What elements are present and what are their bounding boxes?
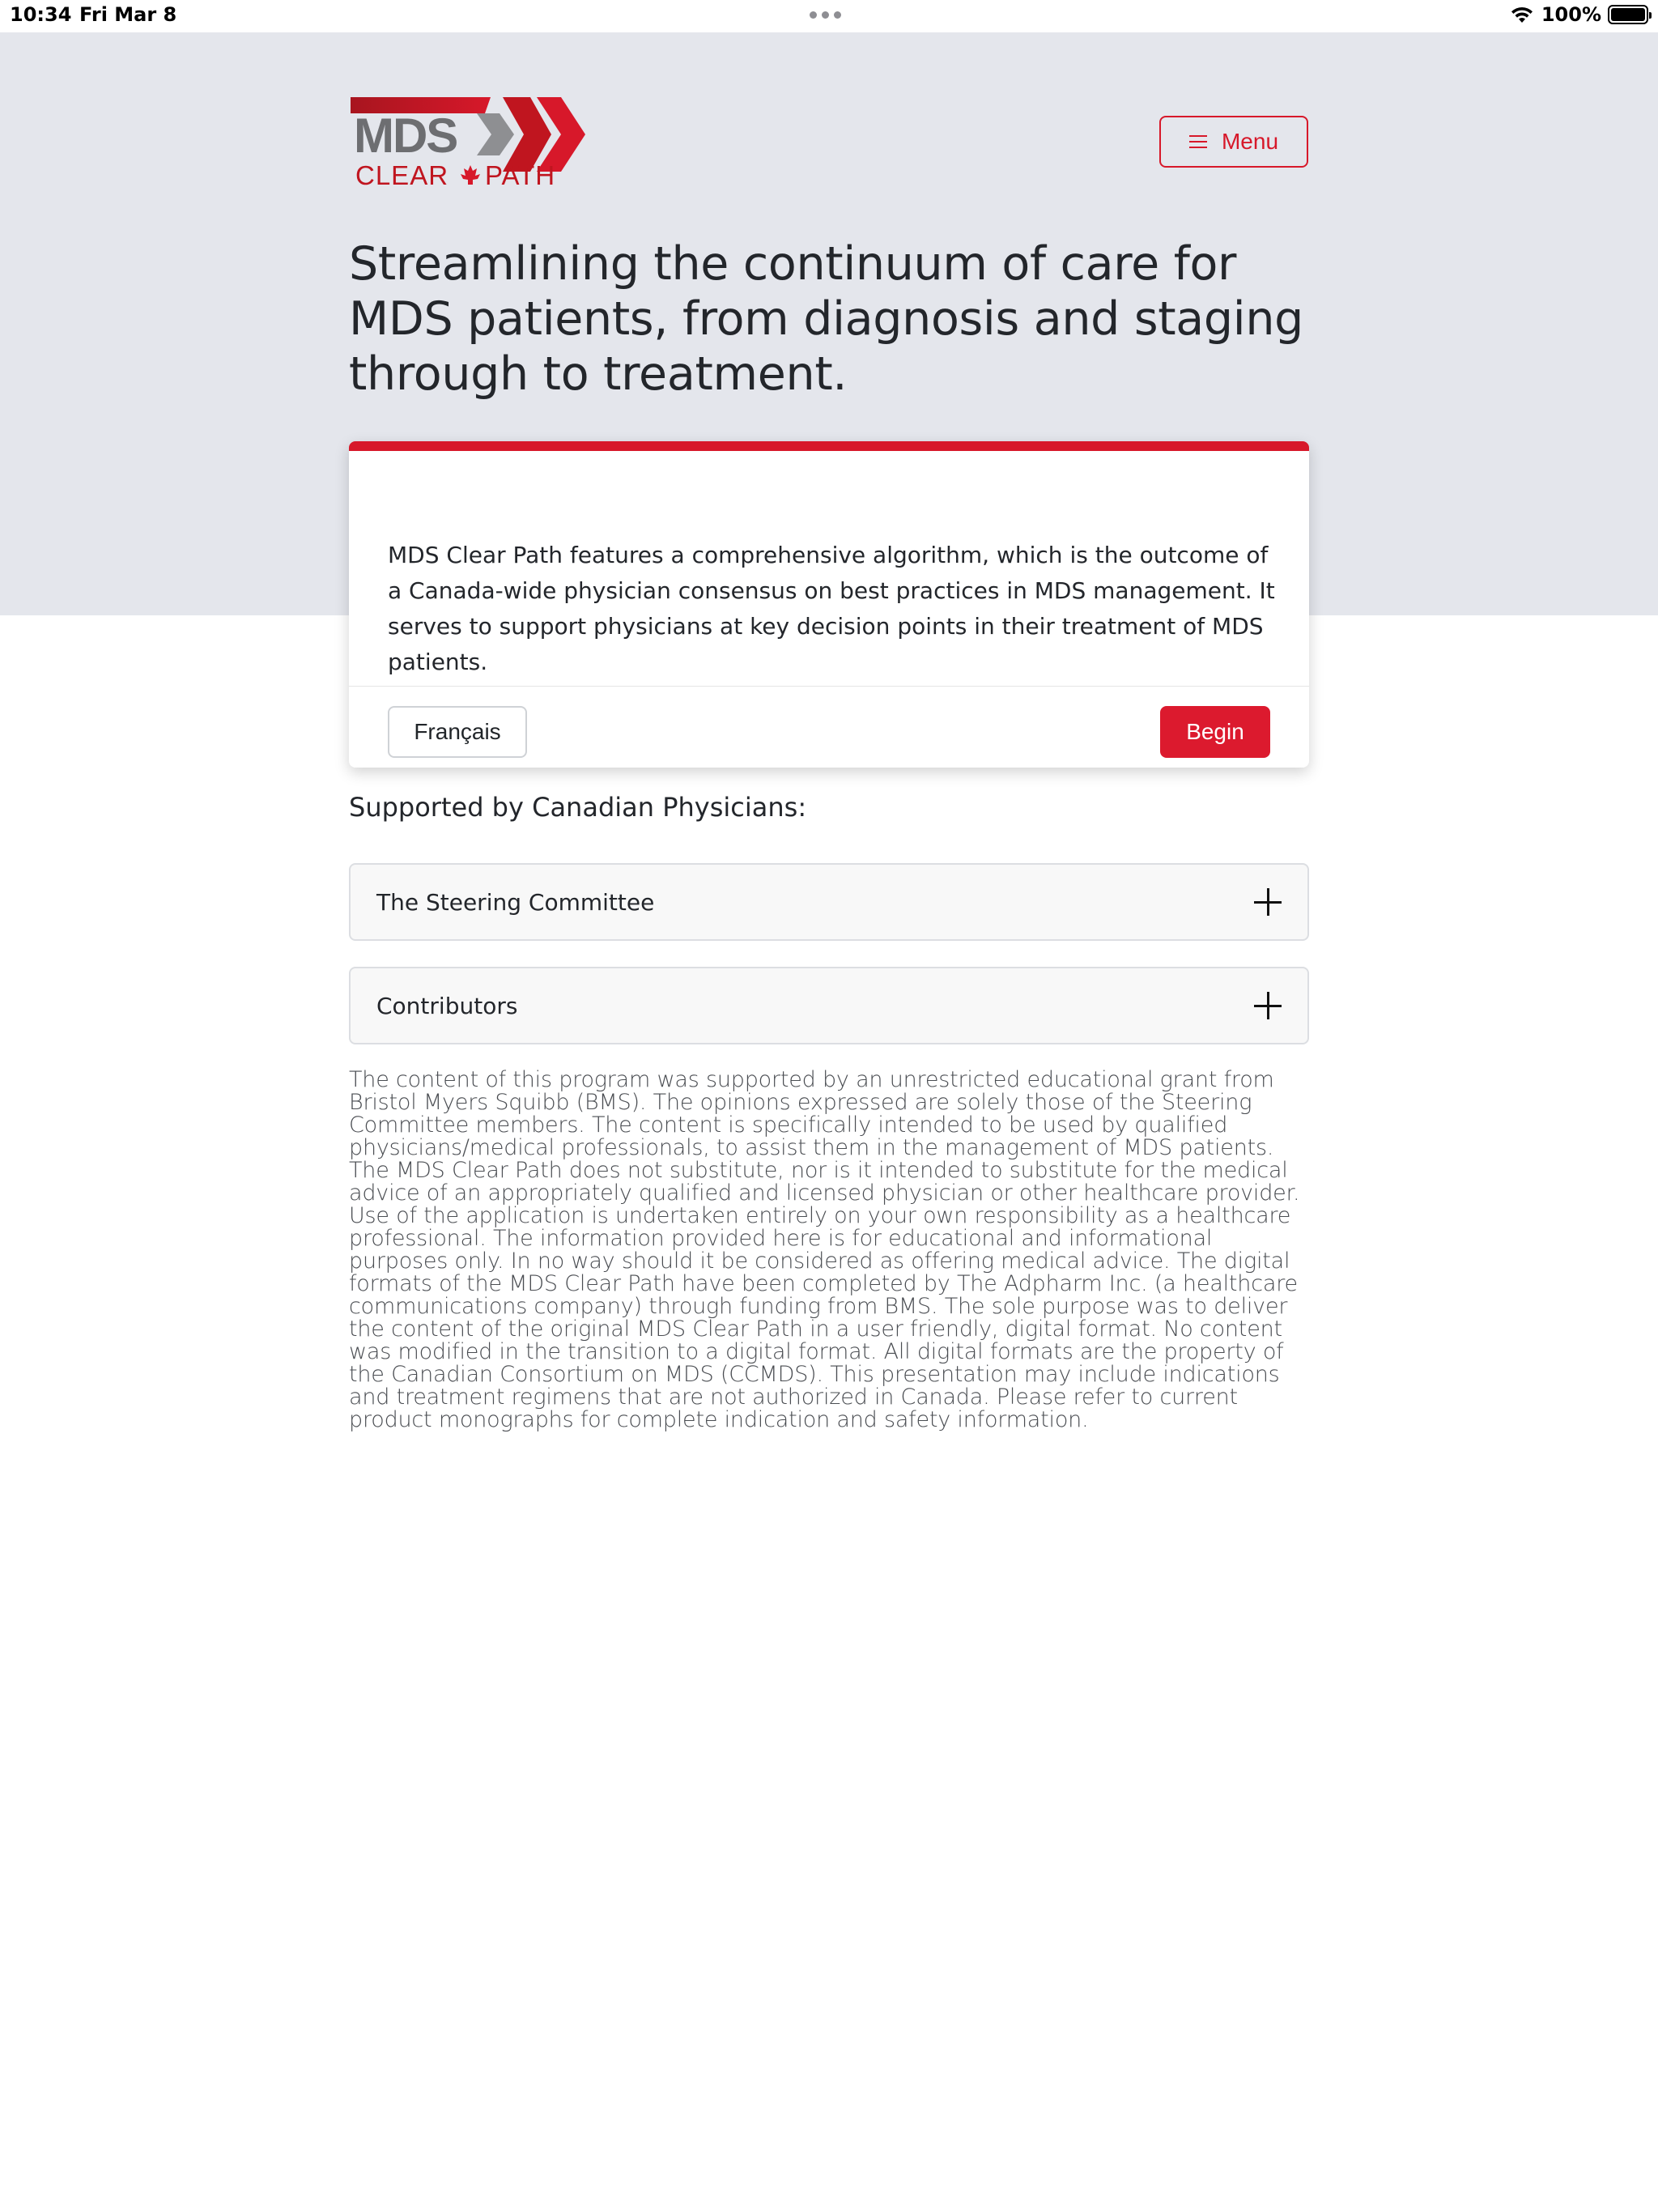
status-bar: [0, 0, 1658, 32]
accordion-steering-committee[interactable]: [349, 863, 1309, 941]
card-footer: [349, 686, 1309, 768]
menu-button[interactable]: [1159, 116, 1308, 168]
svg-text:CLEAR: CLEAR: [355, 160, 449, 189]
svg-text:PATH: PATH: [485, 160, 556, 189]
accordion-contributors[interactable]: [349, 967, 1309, 1044]
accordion-label: The Steering Committee: [376, 888, 655, 916]
maple-leaf-icon: [461, 165, 480, 185]
battery-percent: 100%: [1541, 3, 1601, 26]
plus-icon[interactable]: [1254, 888, 1282, 916]
hamburger-icon: [1189, 135, 1207, 148]
status-date: Fri Mar 8: [79, 3, 177, 26]
plus-icon[interactable]: [1254, 992, 1282, 1019]
status-indicators: [1509, 3, 1648, 26]
intro-text: MDS Clear Path features a comprehensive algorithm, which is the outcome of a Canada-wide physician consensus on best practices in MDS management. It serves to support physicians at key decision points in their treatment of MDS patients.: [388, 542, 1275, 675]
accordion-label: Contributors: [376, 992, 518, 1019]
menu-button-label: Menu: [1221, 129, 1279, 154]
logo-mds-text: MDS: [354, 108, 457, 163]
supported-heading: Supported by Canadian Physicians:: [349, 792, 807, 823]
disclaimer-text: The content of this program was supported by an unrestricted educational grant from Bristol Myers Squibb (BMS). The opinions expressed are solely those of the Steering Committee members. The content is specifically intended to be used by qualified physicians/medical professionals, to assist them in the management of MDS patients. The MDS Clear Path does not substitute, nor is it intended to substitute for the medical advice of an appropriately qualified and licensed physician or other healthcare provider. Use of the application is undertaken entirely on your own responsibility as a healthcare professional. The information provided here is for educational and informational purposes only. In no way should it be considered as offering medical advice. The digital formats of the MDS Clear Path have been completed by The Adpharm Inc. (a healthcare communications company) through funding from BMS. The sole purpose was to deliver the content of the original MDS Clear Path in a user friendly, digital format. No content was modified in the transition to a digital format. All digital formats are the property of the Canadian Consortium on MDS (CCMDS). This presentation may include indications and treatment regimens that are not authorized in Canada. Please refer to current product monographs for complete indication and safety information.: [349, 1067, 1300, 1432]
multitask-dots-icon[interactable]: [810, 11, 841, 19]
page-headline: Streamlining the continuum of care for MDS patients, from diagnosis and staging through to treatment.: [349, 237, 1304, 401]
battery-icon: [1608, 5, 1648, 24]
status-time: 10:34: [10, 3, 72, 26]
mds-clear-path-logo[interactable]: [349, 96, 592, 189]
begin-button[interactable]: Begin: [1160, 706, 1270, 758]
francais-button[interactable]: Français: [388, 706, 527, 758]
intro-card: [349, 441, 1309, 768]
wifi-icon: [1509, 5, 1535, 24]
